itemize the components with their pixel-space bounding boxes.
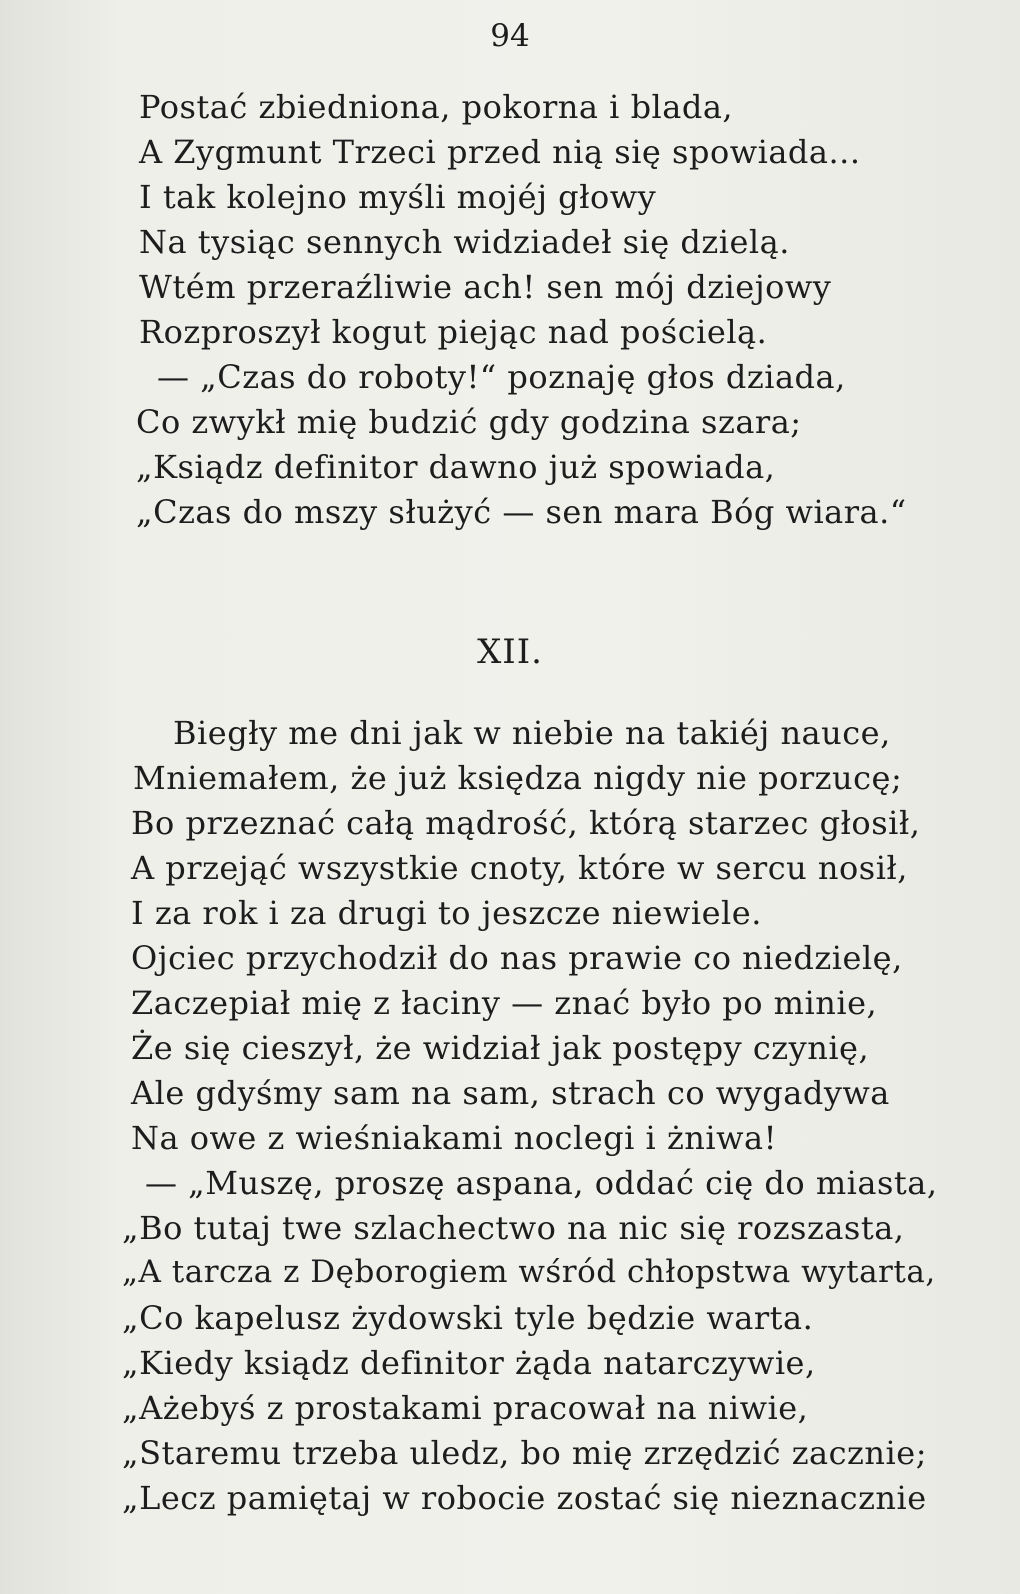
verse-line: Bo przeznać całą mądrość, którą starzec głosił, — [131, 804, 921, 842]
verse-line: — „Muszę, proszę aspana, oddać cię do miasta, — [145, 1164, 938, 1202]
verse-line: I tak kolejno myśli mojéj głowy — [139, 178, 657, 216]
verse-line: Rozproszył kogut piejąc nad pościelą. — [139, 313, 768, 351]
verse-line: Postać zbiedniona, pokorna i blada, — [139, 88, 734, 126]
verse-line: „Lecz pamiętaj w robocie zostać się nieznacznie — [122, 1479, 927, 1517]
verse-line: Co zwykł mię budzić gdy godzina szara; — [136, 403, 802, 441]
verse-line: „A tarcza z Dęborogiem wśród chłopstwa wytarta, — [122, 1254, 936, 1290]
verse-line: Na owe z wieśniakami noclegi i żniwa! — [131, 1119, 777, 1157]
verse-line: Ojciec przychodził do nas prawie co niedzielę, — [131, 939, 903, 977]
verse-line: Biegły me dni jak w niebie na takiéj nauce, — [173, 714, 891, 752]
verse-line: „Staremu trzeba uledz, bo mię zrzędzić zacznie; — [122, 1434, 927, 1472]
verse-line: Wtém przeraźliwie ach! sen mój dziejowy — [139, 268, 832, 306]
verse-line: „Ażebyś z prostakami pracował na niwie, — [122, 1389, 809, 1427]
verse-line: „Kiedy ksiądz definitor żąda natarczywie, — [122, 1344, 816, 1382]
verse-line: „Ksiądz definitor dawno już spowiada, — [136, 448, 776, 486]
verse-line: Że się cieszył, że widział jak postępy czynię, — [131, 1029, 870, 1067]
section-heading: XII. — [477, 632, 543, 672]
verse-line: I za rok i za drugi to jeszcze niewiele. — [131, 894, 762, 932]
verse-line: Ale gdyśmy sam na sam, strach co wygadywa — [131, 1074, 890, 1112]
verse-line: A Zygmunt Trzeci przed nią się spowiada... — [139, 133, 861, 171]
page-number: 94 — [490, 18, 530, 54]
verse-line: Na tysiąc sennych widziadeł się dzielą. — [139, 223, 790, 261]
verse-line: Mniemałem, że już księdza nigdy nie porzucę; — [133, 759, 903, 797]
verse-line: Zaczepiał mię z łaciny — znać było po minie, — [131, 984, 878, 1022]
verse-line: „Co kapelusz żydowski tyle będzie warta. — [122, 1299, 814, 1337]
verse-line: A przejąć wszystkie cnoty, które w sercu nosił, — [131, 849, 908, 887]
verse-line: „Bo tutaj twe szlachectwo na nic się rozszasta, — [122, 1209, 905, 1247]
verse-line: — „Czas do roboty!“ poznaję głos dziada, — [157, 358, 846, 396]
verse-line: „Czas do mszy służyć — sen mara Bóg wiara.“ — [136, 493, 907, 531]
